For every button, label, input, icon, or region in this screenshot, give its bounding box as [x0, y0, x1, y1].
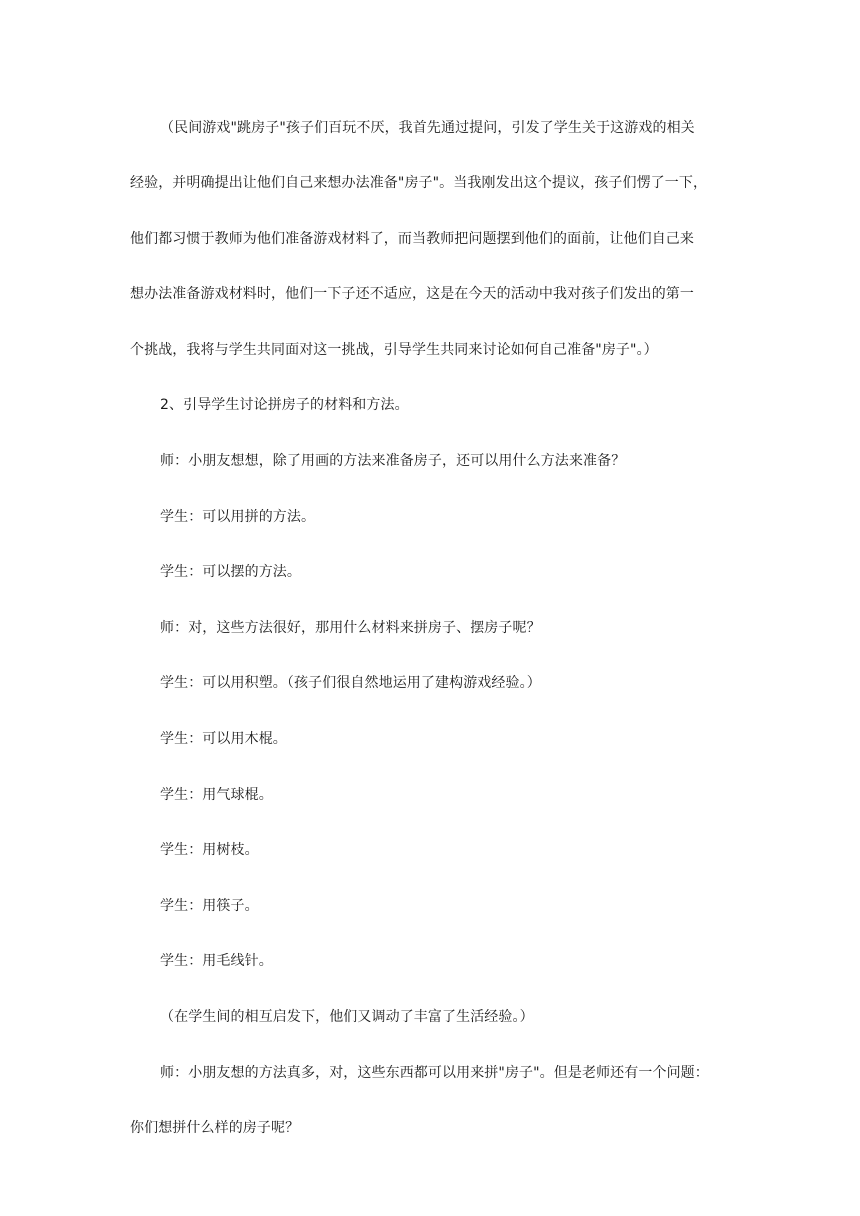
dialogue-line: 学生：可以用拼的方法。	[160, 509, 316, 525]
dialogue-line: 学生：可以用积塑。（孩子们很自然地运用了建构游戏经验。）	[160, 675, 541, 691]
observation-note: （在学生间的相互启发下，他们又调动了丰富了生活经验。）	[160, 1009, 534, 1025]
dialogue-line: 学生：可以摆的方法。	[160, 564, 301, 580]
dialogue-line: 学生：用树枝。	[160, 842, 259, 858]
paragraph-1-line-4: 想办法准备游戏材料时，他们一下子还不适应，这是在今天的活动中我对孩子们发出的第一	[130, 286, 694, 302]
teacher-final-line-1: 师：小朋友想的方法真多，对，这些东西都可以用来拼"房子"。但是老师还有一个问题：	[160, 1065, 709, 1081]
dialogue-line: 学生：可以用木棍。	[160, 731, 287, 747]
paragraph-1-line-5: 个挑战，我将与学生共同面对这一挑战，引导学生共同来讨论如何自己准备"房子"。）	[130, 342, 658, 358]
step-2-heading: 2、引导学生讨论拼房子的材料和方法。	[160, 397, 409, 413]
paragraph-1-line-1: （民间游戏"跳房子"孩子们百玩不厌，我首先通过提问，引发了学生关于这游戏的相关	[160, 120, 695, 136]
teacher-final-line-2: 你们想拼什么样的房子呢？	[130, 1120, 300, 1136]
dialogue-line: 师：小朋友想想，除了用画的方法来准备房子，还可以用什么方法来准备？	[160, 453, 626, 469]
dialogue-line: 学生：用毛线针。	[160, 953, 273, 969]
dialogue-line: 学生：用气球棍。	[160, 787, 273, 803]
paragraph-1-line-3: 他们都习惯于教师为他们准备游戏材料了，而当教师把问题摆到他们的面前，让他们自己来	[130, 231, 694, 247]
dialogue-line: 学生：用筷子。	[160, 898, 259, 914]
paragraph-1-line-2: 经验，并明确提出让他们自己来想办法准备"房子"。当我刚发出这个提议，孩子们愣了一下，	[130, 175, 708, 191]
dialogue-line: 师：对，这些方法很好，那用什么材料来拼房子、摆房子呢？	[160, 620, 541, 636]
